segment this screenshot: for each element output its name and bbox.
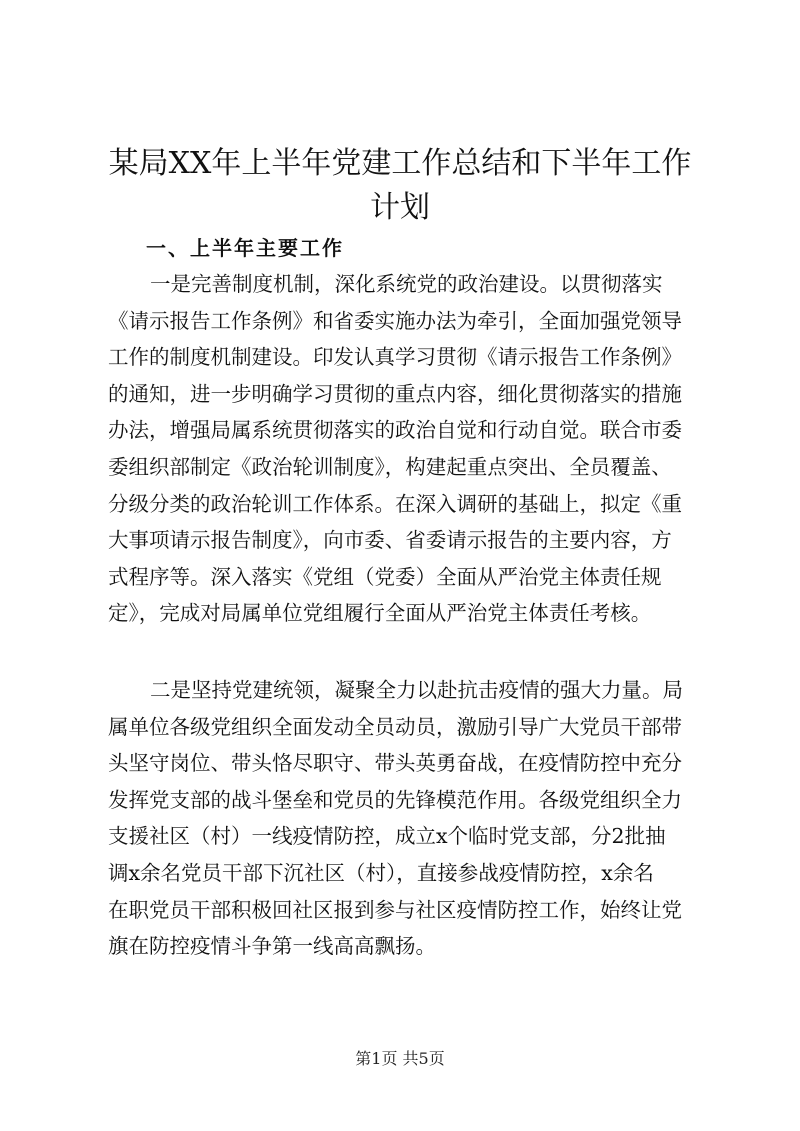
paragraph-2-line: 二是坚持党建统领，凝聚全力以赴抗击疫情的强大力量。局 <box>150 678 683 702</box>
paragraph-2-line: 支援社区（村）一线疫情防控，成立x个临时党支部，分2批抽 <box>108 824 666 849</box>
paragraph-1-line: 的通知，进一步明确学习贯彻的重点内容，细化贯彻落实的措施 <box>108 381 682 406</box>
paragraph-2-line: 头坚守岗位、带头恪尽职守、带头英勇奋战，在疫情防控中充分 <box>108 751 682 776</box>
paragraph-1-line: 分级分类的政治轮训工作体系。在深入调研的基础上，拟定《重 <box>108 491 682 516</box>
page-footer: 第1页 共5页 <box>355 1049 445 1068</box>
paragraph-1 <box>108 266 718 632</box>
paragraph-1-line: 一是完善制度机制，深化系统党的政治建设。以贯彻落实 <box>150 272 663 296</box>
paragraph-2 <box>108 672 718 965</box>
paragraph-1-line: 式程序等。深入落实《党组（党委）全面从严治党主体责任规 <box>108 564 662 589</box>
document-title-line-2: 计划 <box>370 190 430 225</box>
paragraph-2-line: 旗在防控疫情斗争第一线高高飘扬。 <box>108 934 436 959</box>
paragraph-2-line: 发挥党支部的战斗堡垒和党员的先锋模范作用。各级党组织全力 <box>108 787 682 812</box>
paragraph-2-line: 调x余名党员干部下沉社区（村），直接参战疫情防控，x余名 <box>108 860 654 885</box>
section-heading: 一、上半年主要工作 <box>146 236 344 260</box>
paragraph-1-line: 定》，完成对局属单位党组履行全面从严治党主体责任考核。 <box>108 601 652 626</box>
paragraph-1-line: 委组织部制定《政治轮训制度》，构建起重点突出、全员覆盖、 <box>108 454 672 479</box>
paragraph-1-line: 办法，增强局属系统贯彻落实的政治自觉和行动自觉。联合市委 <box>108 418 682 443</box>
paragraph-1-line: 大事项请示报告制度》，向市委、省委请示报告的主要内容，方 <box>108 528 672 553</box>
paragraph-1-line: 《请示报告工作条例》和省委实施办法为牵引，全面加强党领导 <box>108 308 682 333</box>
paragraph-2-line: 在职党员干部积极回社区报到参与社区疫情防控工作，始终让党 <box>108 897 682 922</box>
paragraph-1-line: 工作的制度机制建设。印发认真学习贯彻《请示报告工作条例》 <box>108 345 682 370</box>
document-title-line-1: 某局XX年上半年党建工作总结和下半年工作 <box>108 146 692 181</box>
paragraph-2-line: 属单位各级党组织全面发动全员动员，激励引导广大党员干部带 <box>108 714 682 739</box>
